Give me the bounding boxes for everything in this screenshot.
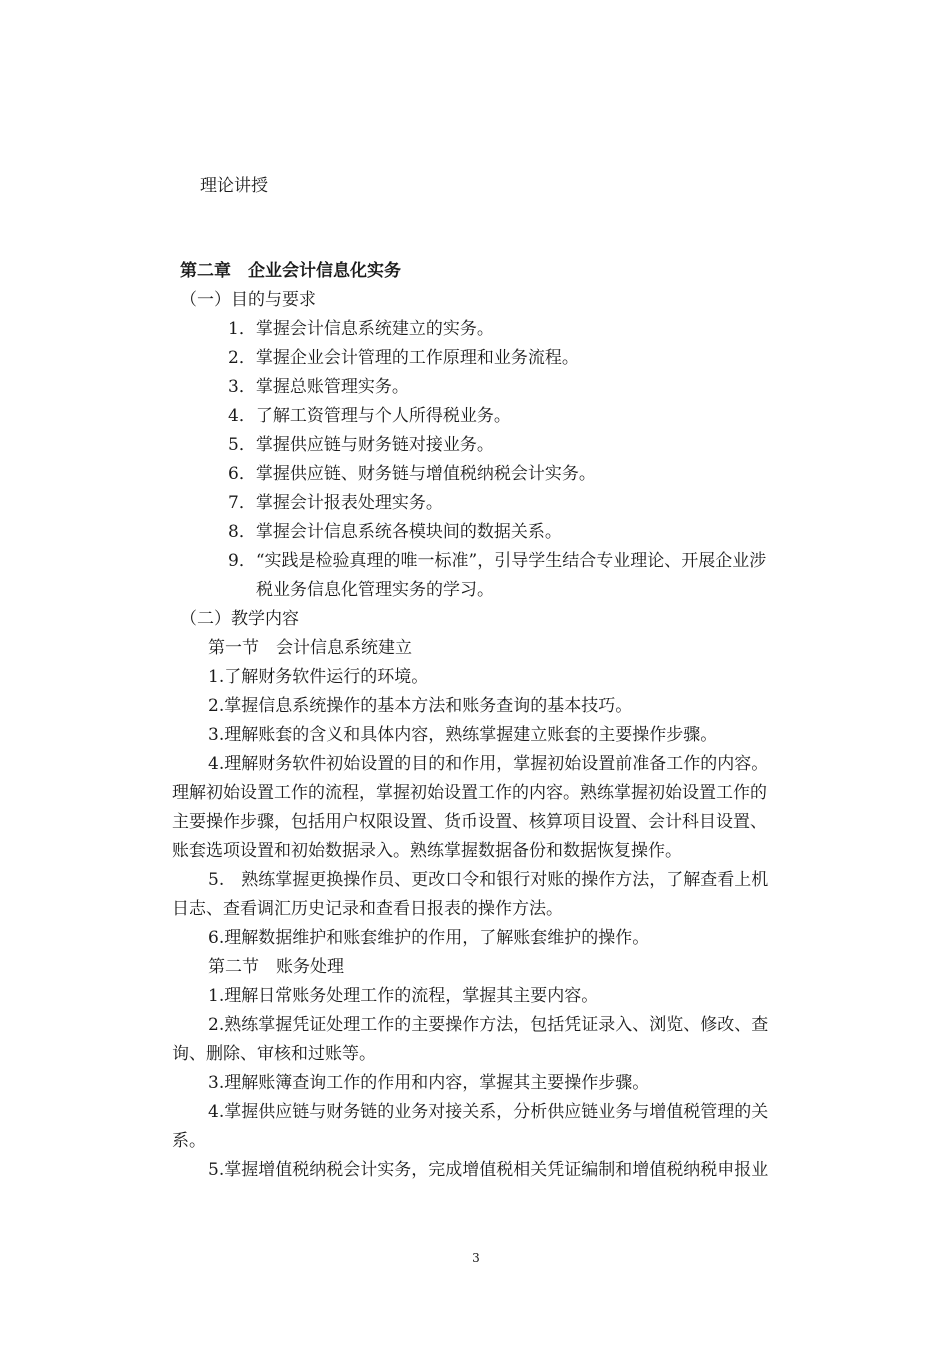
objective-item: 1．掌握会计信息系统建立的实务。 — [228, 319, 494, 339]
part2-title: 第二节 账务处理 — [208, 957, 344, 977]
objective-item-continuation: 税业务信息化管理实务的学习。 — [256, 580, 494, 600]
part1-title: 第一节 会计信息系统建立 — [208, 638, 412, 658]
content-line: 询、删除、审核和过账等。 — [172, 1044, 376, 1064]
content-line: 1.了解财务软件运行的环境。 — [208, 667, 429, 687]
intro-text: 理论讲授 — [200, 176, 268, 196]
content-line: 5. 熟练掌握更换操作员、更改口令和银行对账的操作方法，了解查看上机 — [208, 870, 769, 890]
content-line: 账套选项设置和初始数据录入。熟练掌握数据备份和数据恢复操作。 — [172, 841, 682, 861]
content-line: 日志、查看调汇历史记录和查看日报表的操作方法。 — [172, 899, 563, 919]
content-line: 3.理解账簿查询工作的作用和内容，掌握其主要操作步骤。 — [208, 1073, 650, 1093]
content-line: 6.理解数据维护和账套维护的作用，了解账套维护的操作。 — [208, 928, 650, 948]
content-line: 4.掌握供应链与财务链的业务对接关系，分析供应链业务与增值税管理的关 — [208, 1102, 769, 1122]
objective-item: 5．掌握供应链与财务链对接业务。 — [228, 435, 494, 455]
content-line: 2.掌握信息系统操作的基本方法和账务查询的基本技巧。 — [208, 696, 633, 716]
objective-item: 3．掌握总账管理实务。 — [228, 377, 409, 397]
section2-heading: （二）教学内容 — [180, 609, 299, 629]
content-line: 3.理解账套的含义和具体内容，熟练掌握建立账套的主要操作步骤。 — [208, 725, 718, 745]
objective-item: 8．掌握会计信息系统各模块间的数据关系。 — [228, 522, 562, 542]
chapter-title: 第二章 企业会计信息化实务 — [180, 261, 401, 281]
page-number: 3 — [472, 1251, 480, 1265]
section1-heading: （一）目的与要求 — [180, 290, 316, 310]
objective-item: 4．了解工资管理与个人所得税业务。 — [228, 406, 511, 426]
content-line: 4.理解财务软件初始设置的目的和作用，掌握初始设置前准备工作的内容。 — [208, 754, 769, 774]
content-line: 2.熟练掌握凭证处理工作的主要操作方法，包括凭证录入、浏览、修改、查 — [208, 1015, 769, 1035]
content-line: 主要操作步骤，包括用户权限设置、货币设置、核算项目设置、会计科目设置、 — [172, 812, 767, 832]
content-line: 5.掌握增值税纳税会计实务，完成增值税相关凭证编制和增值税纳税申报业 — [208, 1160, 769, 1180]
content-line: 1.理解日常账务处理工作的流程，掌握其主要内容。 — [208, 986, 599, 1006]
objective-item: 7．掌握会计报表处理实务。 — [228, 493, 443, 513]
objective-item: 6．掌握供应链、财务链与增值税纳税会计实务。 — [228, 464, 596, 484]
objective-item: 2．掌握企业会计管理的工作原理和业务流程。 — [228, 348, 579, 368]
content-line: 系。 — [172, 1131, 206, 1151]
objective-item: 9．“实践是检验真理的唯一标准”，引导学生结合专业理论、开展企业涉 — [228, 551, 767, 571]
content-line: 理解初始设置工作的流程，掌握初始设置工作的内容。熟练掌握初始设置工作的 — [172, 783, 767, 803]
